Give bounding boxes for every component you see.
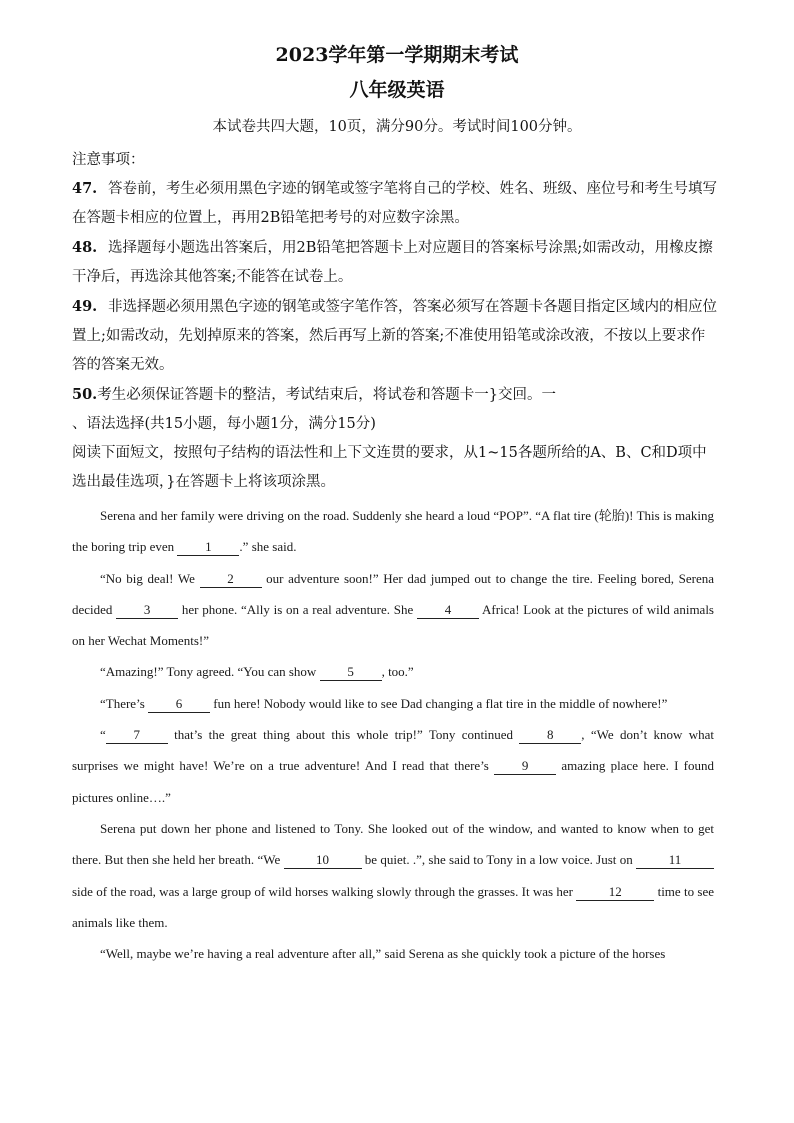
passage-text: our adventure soon!” Her dad jumped out to change the tire. Feeling bored, Serena decided — [72, 570, 714, 617]
note-item — [72, 233, 717, 292]
passage-text: “No big deal! We — [100, 570, 200, 586]
note-number: 50. — [72, 386, 98, 403]
answer-blank: 4 — [417, 602, 479, 619]
note-item — [72, 380, 717, 410]
answer-blank: 9 — [494, 758, 556, 775]
passage — [72, 500, 714, 969]
notes-list — [72, 174, 717, 497]
answer-blank: 8 — [519, 727, 581, 744]
passage-text: fun here! Nobody would like to see Dad changing a flat tire in the middle of nowhere!” — [210, 695, 668, 711]
answer-blank: 10 — [284, 852, 362, 869]
passage-text: “Amazing!” Tony agreed. “You can show — [100, 664, 320, 680]
answer-blank: 5 — [320, 664, 382, 681]
passage-text: “ — [100, 727, 106, 743]
paragraph — [72, 688, 714, 719]
passage-text: time to see animals like them. — [72, 883, 714, 930]
passage-text: Serena and her family were driving on the road. Suddenly she heard a loud “POP”. “A flat tire (轮胎)! This is making the boring trip even — [72, 508, 714, 555]
note-item — [72, 292, 717, 380]
paragraph — [72, 813, 714, 938]
notes-heading: 注意事项： — [72, 152, 145, 168]
passage-text: Africa! Look at the pictures of wild animals on her Wechat Moments!” — [72, 601, 714, 649]
exam-subject: 八年级英语 — [349, 79, 445, 101]
answer-blank: 7 — [106, 727, 168, 744]
note-number: 49. — [72, 298, 98, 315]
answer-blank: 6 — [148, 696, 210, 713]
note-text: 选择题每小题选出答案后，用2B铅笔把答题卡上对应题目的答案标号涂黑;如需改动，用橡皮擦干净后，再选涂其他答案;不能答在试卷上。 — [72, 240, 713, 285]
passage-text: that’s the great thing about this whole trip!” Tony continued — [167, 727, 520, 743]
answer-blank: 12 — [576, 884, 654, 901]
note-number: 47. — [72, 180, 98, 197]
passage-text: , “We don’t know what surprises we might have! We’re on a true adventure! And I read that there’s — [72, 727, 714, 774]
note-text: 考生必须保证答题卡的整洁，考试结束后，将试卷和答题卡一}交回。一 — [97, 387, 556, 403]
passage-text: side of the road, was a large group of wild horses walking slowly through the grasses. It was her — [72, 883, 577, 899]
answer-blank: 11 — [636, 852, 714, 869]
answer-blank: 3 — [116, 602, 178, 619]
note-number: 48. — [72, 239, 98, 256]
answer-blank: 2 — [200, 571, 262, 588]
passage-text: “Well, maybe we’re having a real adventure after all,” said Serena as she quickly took a picture of the horses — [100, 946, 666, 962]
passage-text: Serena put down her phone and listened to Tony. She looked out of the window, and wanted to know when to get there. But then she held her breath. “We — [72, 820, 714, 868]
note-text: 答卷前，考生必须用黑色字迹的钢笔或签字笔将自己的学校、姓名、班级、座位号和考生号填写在答题卡相应的位置上，再用2B铅笔把考号的对应数字涂黑。 — [72, 181, 717, 226]
passage-text: her phone. “Ally is on a real adventure. She — [178, 601, 418, 617]
paragraph — [72, 563, 714, 657]
passage-text: amazing place here. I found pictures online….” — [72, 758, 715, 805]
paragraph — [72, 938, 714, 969]
exam-info: 本试卷共四大题，10页，满分90分。考试时间100分钟。 — [212, 119, 582, 135]
paragraph — [72, 500, 714, 563]
answer-blank: 1 — [177, 539, 239, 556]
section-heading: 、语法选择(共15小题，每小题1分，满分15分) — [72, 416, 376, 432]
passage-text: .” she said. — [239, 539, 297, 555]
passage-text: “There’s — [100, 695, 149, 711]
section-instruction: 阅读下面短文，按照句子结构的语法性和上下文连贯的要求，从1~15各题所给的A、B、C和D项中选出最佳选项，}在答题卡上将该项涂黑。 — [72, 445, 707, 490]
paragraph — [72, 656, 714, 687]
note-text: 非选择题必须用黑色字迹的钢笔或签字笔作答，答案必须写在答题卡各题目指定区域内的相应位置上;如需改动，先划掉原来的答案，然后再写上新的答案;不准使用铅笔或涂改液，不按以上要求作答的答案无效。 — [72, 299, 717, 373]
passage-text: , too.” — [381, 664, 414, 680]
passage-text: be quiet. .”, she said to Tony in a low voice. Just on — [361, 852, 636, 868]
note-item — [72, 174, 717, 233]
exam-title: 2023学年第一学期期末考试 — [275, 44, 519, 66]
paragraph — [72, 719, 714, 813]
